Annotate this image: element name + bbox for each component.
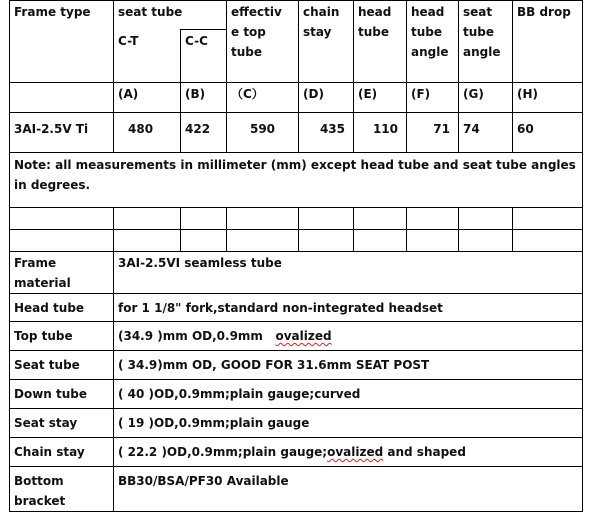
header-effective-top-tube: effectiv e top tube (227, 1, 299, 83)
empty-cell (299, 208, 354, 230)
header-head-tube: head tube (354, 1, 407, 83)
header-seat-tube: seat tube (114, 1, 227, 30)
empty-cell (227, 208, 299, 230)
spec-label-frame-material: Frame material (10, 252, 114, 294)
letter-d: (D) (299, 83, 354, 113)
empty-cell (513, 208, 583, 230)
empty-cell (10, 208, 114, 230)
header-head-tube-angle: head tube angle (407, 1, 459, 83)
spec-value-top-tube-text: (34.9 )mm OD,0.9mm (118, 329, 276, 343)
empty-cell (181, 208, 227, 230)
header-ct: C-T (114, 30, 181, 83)
spec-value-top-tube (114, 322, 583, 351)
header-cc: C-C (181, 30, 227, 83)
empty-cell (407, 208, 459, 230)
letter-a: (A) (114, 83, 181, 113)
letter-h: (H) (513, 83, 583, 113)
empty-cell (10, 230, 114, 252)
spec-label-chain-stay: Chain stay (10, 438, 114, 467)
value-g: 74 (459, 113, 513, 153)
spec-label-down-tube: Down tube (10, 380, 114, 409)
value-h: 60 (513, 113, 583, 153)
value-a: 480 (114, 113, 181, 153)
letter-c: （C） (227, 83, 299, 113)
header-bb-drop: BB drop (513, 1, 583, 83)
empty-cell (299, 230, 354, 252)
empty-cell (513, 230, 583, 252)
spec-label-seat-tube: Seat tube (10, 351, 114, 380)
empty-cell (354, 230, 407, 252)
empty-cell (227, 230, 299, 252)
empty-cell (459, 230, 513, 252)
frame-spec-table (9, 0, 583, 512)
value-e: 110 (354, 113, 407, 153)
spec-value-seat-stay: ( 19 )OD,0.9mm;plain gauge (114, 409, 583, 438)
spec-value-chain-stay (114, 438, 583, 467)
value-f: 71 (407, 113, 459, 153)
empty-cell (459, 208, 513, 230)
letter-f: (F) (407, 83, 459, 113)
empty-cell (181, 230, 227, 252)
header-chain-stay: chain stay (299, 1, 354, 83)
value-c: 590 (227, 113, 299, 153)
spec-value-chain-stay-text: ( 22.2 )OD,0.9mm;plain gauge; (118, 445, 328, 459)
spec-label-top-tube: Top tube (10, 322, 114, 351)
value-b: 422 (181, 113, 227, 153)
spec-value-bottom-bracket: BB30/BSA/PF30 Available (114, 467, 583, 512)
spec-value-down-tube: ( 40 )OD,0.9mm;plain gauge;curved (114, 380, 583, 409)
spec-value-top-tube-ovalized: ovalized (275, 329, 332, 343)
spec-value-head-tube: for 1 1/8" fork,standard non-integrated headset (114, 294, 583, 322)
spec-label-head-tube: Head tube (10, 294, 114, 322)
letters-empty (10, 83, 114, 113)
value-d: 435 (299, 113, 354, 153)
header-seat-tube-angle: seat tube angle (459, 1, 513, 83)
measurement-note: Note: all measurements in millimeter (mm) except head tube and seat tube angles in degrees. (10, 153, 583, 208)
spec-value-chain-stay-ovalized: ovalized (327, 445, 384, 459)
empty-cell (354, 208, 407, 230)
letter-b: (B) (181, 83, 227, 113)
header-frame-type: Frame type (10, 1, 114, 83)
letter-e: (E) (354, 83, 407, 113)
spec-label-bottom-bracket: Bottom bracket (10, 467, 114, 512)
letter-g: (G) (459, 83, 513, 113)
spec-label-seat-stay: Seat stay (10, 409, 114, 438)
spec-value-chain-stay-tail: and shaped (383, 445, 466, 459)
empty-cell (114, 230, 181, 252)
empty-cell (114, 208, 181, 230)
spec-value-seat-tube: ( 34.9)mm OD, GOOD FOR 31.6mm SEAT POST (114, 351, 583, 380)
empty-cell (407, 230, 459, 252)
spec-value-frame-material: 3AI-2.5VI seamless tube (114, 252, 583, 294)
row-frame-name: 3AI-2.5V Ti (10, 113, 114, 153)
